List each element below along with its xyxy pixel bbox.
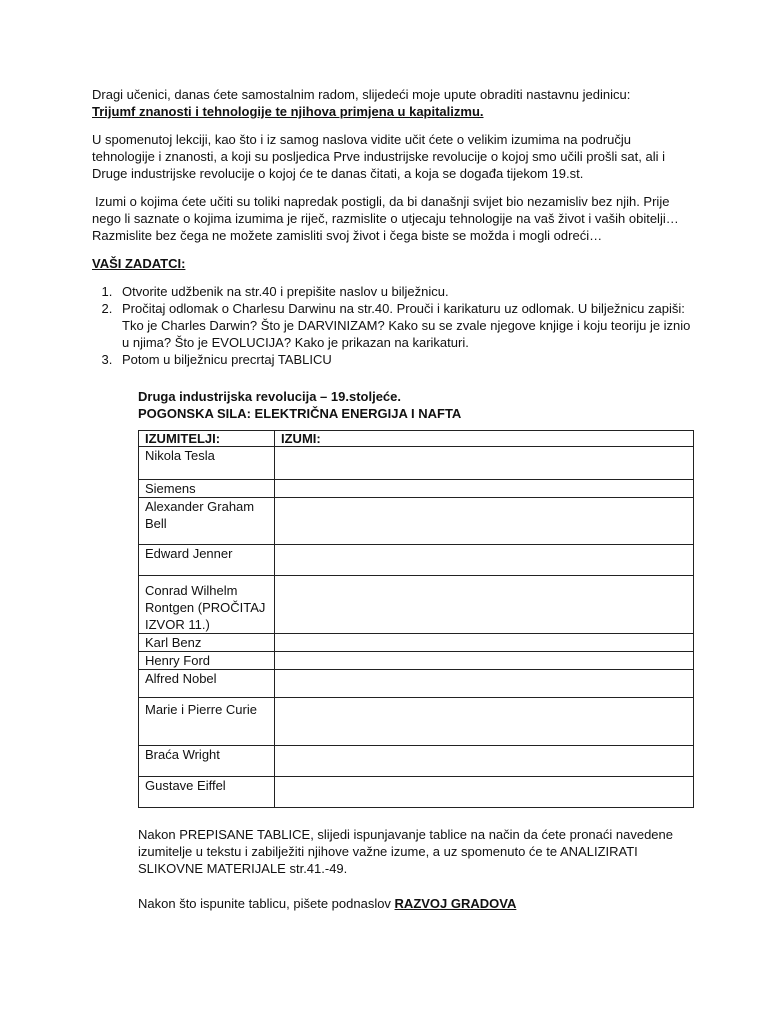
inventor-cell: Marie i Pierre Curie bbox=[139, 698, 275, 746]
table-row bbox=[139, 545, 694, 576]
final-instruction bbox=[138, 895, 692, 912]
inventors-table bbox=[138, 430, 694, 808]
table-row bbox=[139, 447, 694, 480]
inventor-cell: Edward Jenner bbox=[139, 545, 275, 576]
inventor-cell: Henry Ford bbox=[139, 652, 275, 670]
table-subtitle: POGONSKA SILA: ELEKTRIČNA ENERGIJA I NAFTA bbox=[138, 406, 462, 421]
inventor-cell: Alexander Graham Bell bbox=[139, 498, 275, 545]
table-row bbox=[139, 777, 694, 808]
table-row bbox=[139, 698, 694, 746]
invention-cell bbox=[275, 634, 694, 652]
inventor-cell: Braća Wright bbox=[139, 746, 275, 777]
invention-cell bbox=[275, 777, 694, 808]
document-page bbox=[92, 86, 692, 912]
invention-cell bbox=[275, 545, 694, 576]
table-row bbox=[139, 480, 694, 498]
table-row bbox=[139, 576, 694, 634]
table-title: Druga industrijska revolucija – 19.stoljeće. bbox=[138, 389, 401, 404]
after-table-paragraph: Nakon PREPISANE TABLICE, slijedi ispunjavanje tablice na način da ćete pronaći navedene izumitelje u tekstu i zabilježiti njihove važne izume, a uz spomenuto će te ANALIZIRATI SLIKOVNE MATERIJALE str.41.-49. bbox=[138, 827, 673, 876]
inventor-cell: Nikola Tesla bbox=[139, 447, 275, 480]
final-instruction-text: Nakon što ispunite tablicu, pišete podnaslov bbox=[138, 896, 395, 911]
invention-cell bbox=[275, 447, 694, 480]
paragraph-intro: U spomenutoj lekciji, kao što i iz samog naslova vidite učit ćete o velikim izumima na području tehnologije i znanosti, a koji su posljedica Prve industrijske revolucije o kojoj smo učili prošli sat, ali i Druge industrijske revolucije o kojoj će te danas čitati, a koja se događa tijekom 19.st. bbox=[92, 132, 665, 181]
invention-cell bbox=[275, 746, 694, 777]
task-item: 1. Otvorite udžbenik na str.40 i prepišite naslov u bilježnicu. bbox=[116, 283, 692, 300]
invention-cell bbox=[275, 576, 694, 634]
paragraph-reflection: Izumi o kojima ćete učiti su toliki napredak postigli, da bi današnji svijet bio nezamisliv bez njih. Prije nego li saznate o kojima izumima je riječ, razmislite o utjecaju tehnologije na vaš život i vaših obitelji… Razmislite bez čega ne možete zamisliti svoj život i čega biste se možda i mogli odreći… bbox=[92, 194, 679, 243]
inventor-cell: Alfred Nobel bbox=[139, 670, 275, 698]
inventor-cell: Conrad Wilhelm Rontgen (PROČITAJ IZVOR 11.) bbox=[139, 576, 275, 634]
task-item: 2. Pročitaj odlomak o Charlesu Darwinu na str.40. Prouči i karikaturu uz odlomak. U bilježnicu zapiši: Tko je Charles Darwin? Što je DARVINIZAM? Kako su se zvale njegove knjige i koju teoriju je iznio u njima? Što je EVOLUCIJA? Kako je prikazan na karikaturi. bbox=[116, 300, 692, 351]
invention-cell bbox=[275, 652, 694, 670]
invention-cell bbox=[275, 670, 694, 698]
invention-cell bbox=[275, 480, 694, 498]
table-row bbox=[139, 498, 694, 545]
lesson-title: Trijumf znanosti i tehnologije te njihova primjena u kapitalizmu. bbox=[92, 104, 484, 119]
intro-line: Dragi učenici, danas ćete samostalnim radom, slijedeći moje upute obraditi nastavnu jedinicu: bbox=[92, 87, 631, 102]
inventors-table-block bbox=[138, 388, 694, 808]
task-item: 3. Potom u bilježnicu precrtaj TABLICU bbox=[116, 351, 692, 368]
inventor-cell: Siemens bbox=[139, 480, 275, 498]
tasks-heading: VAŠI ZADATCI: bbox=[92, 256, 186, 271]
table-row bbox=[139, 652, 694, 670]
tasks-list bbox=[92, 283, 692, 368]
table-row bbox=[139, 670, 694, 698]
table-row bbox=[139, 746, 694, 777]
header-inventors: IZUMITELJI: bbox=[139, 431, 275, 447]
header-inventions: IZUMI: bbox=[275, 431, 694, 447]
invention-cell bbox=[275, 698, 694, 746]
table-header-row bbox=[139, 431, 694, 447]
invention-cell bbox=[275, 498, 694, 545]
subtitle-razvoj-gradova: RAZVOJ GRADOVA bbox=[394, 896, 517, 911]
table-row bbox=[139, 634, 694, 652]
inventor-cell: Karl Benz bbox=[139, 634, 275, 652]
inventor-cell: Gustave Eiffel bbox=[139, 777, 275, 808]
